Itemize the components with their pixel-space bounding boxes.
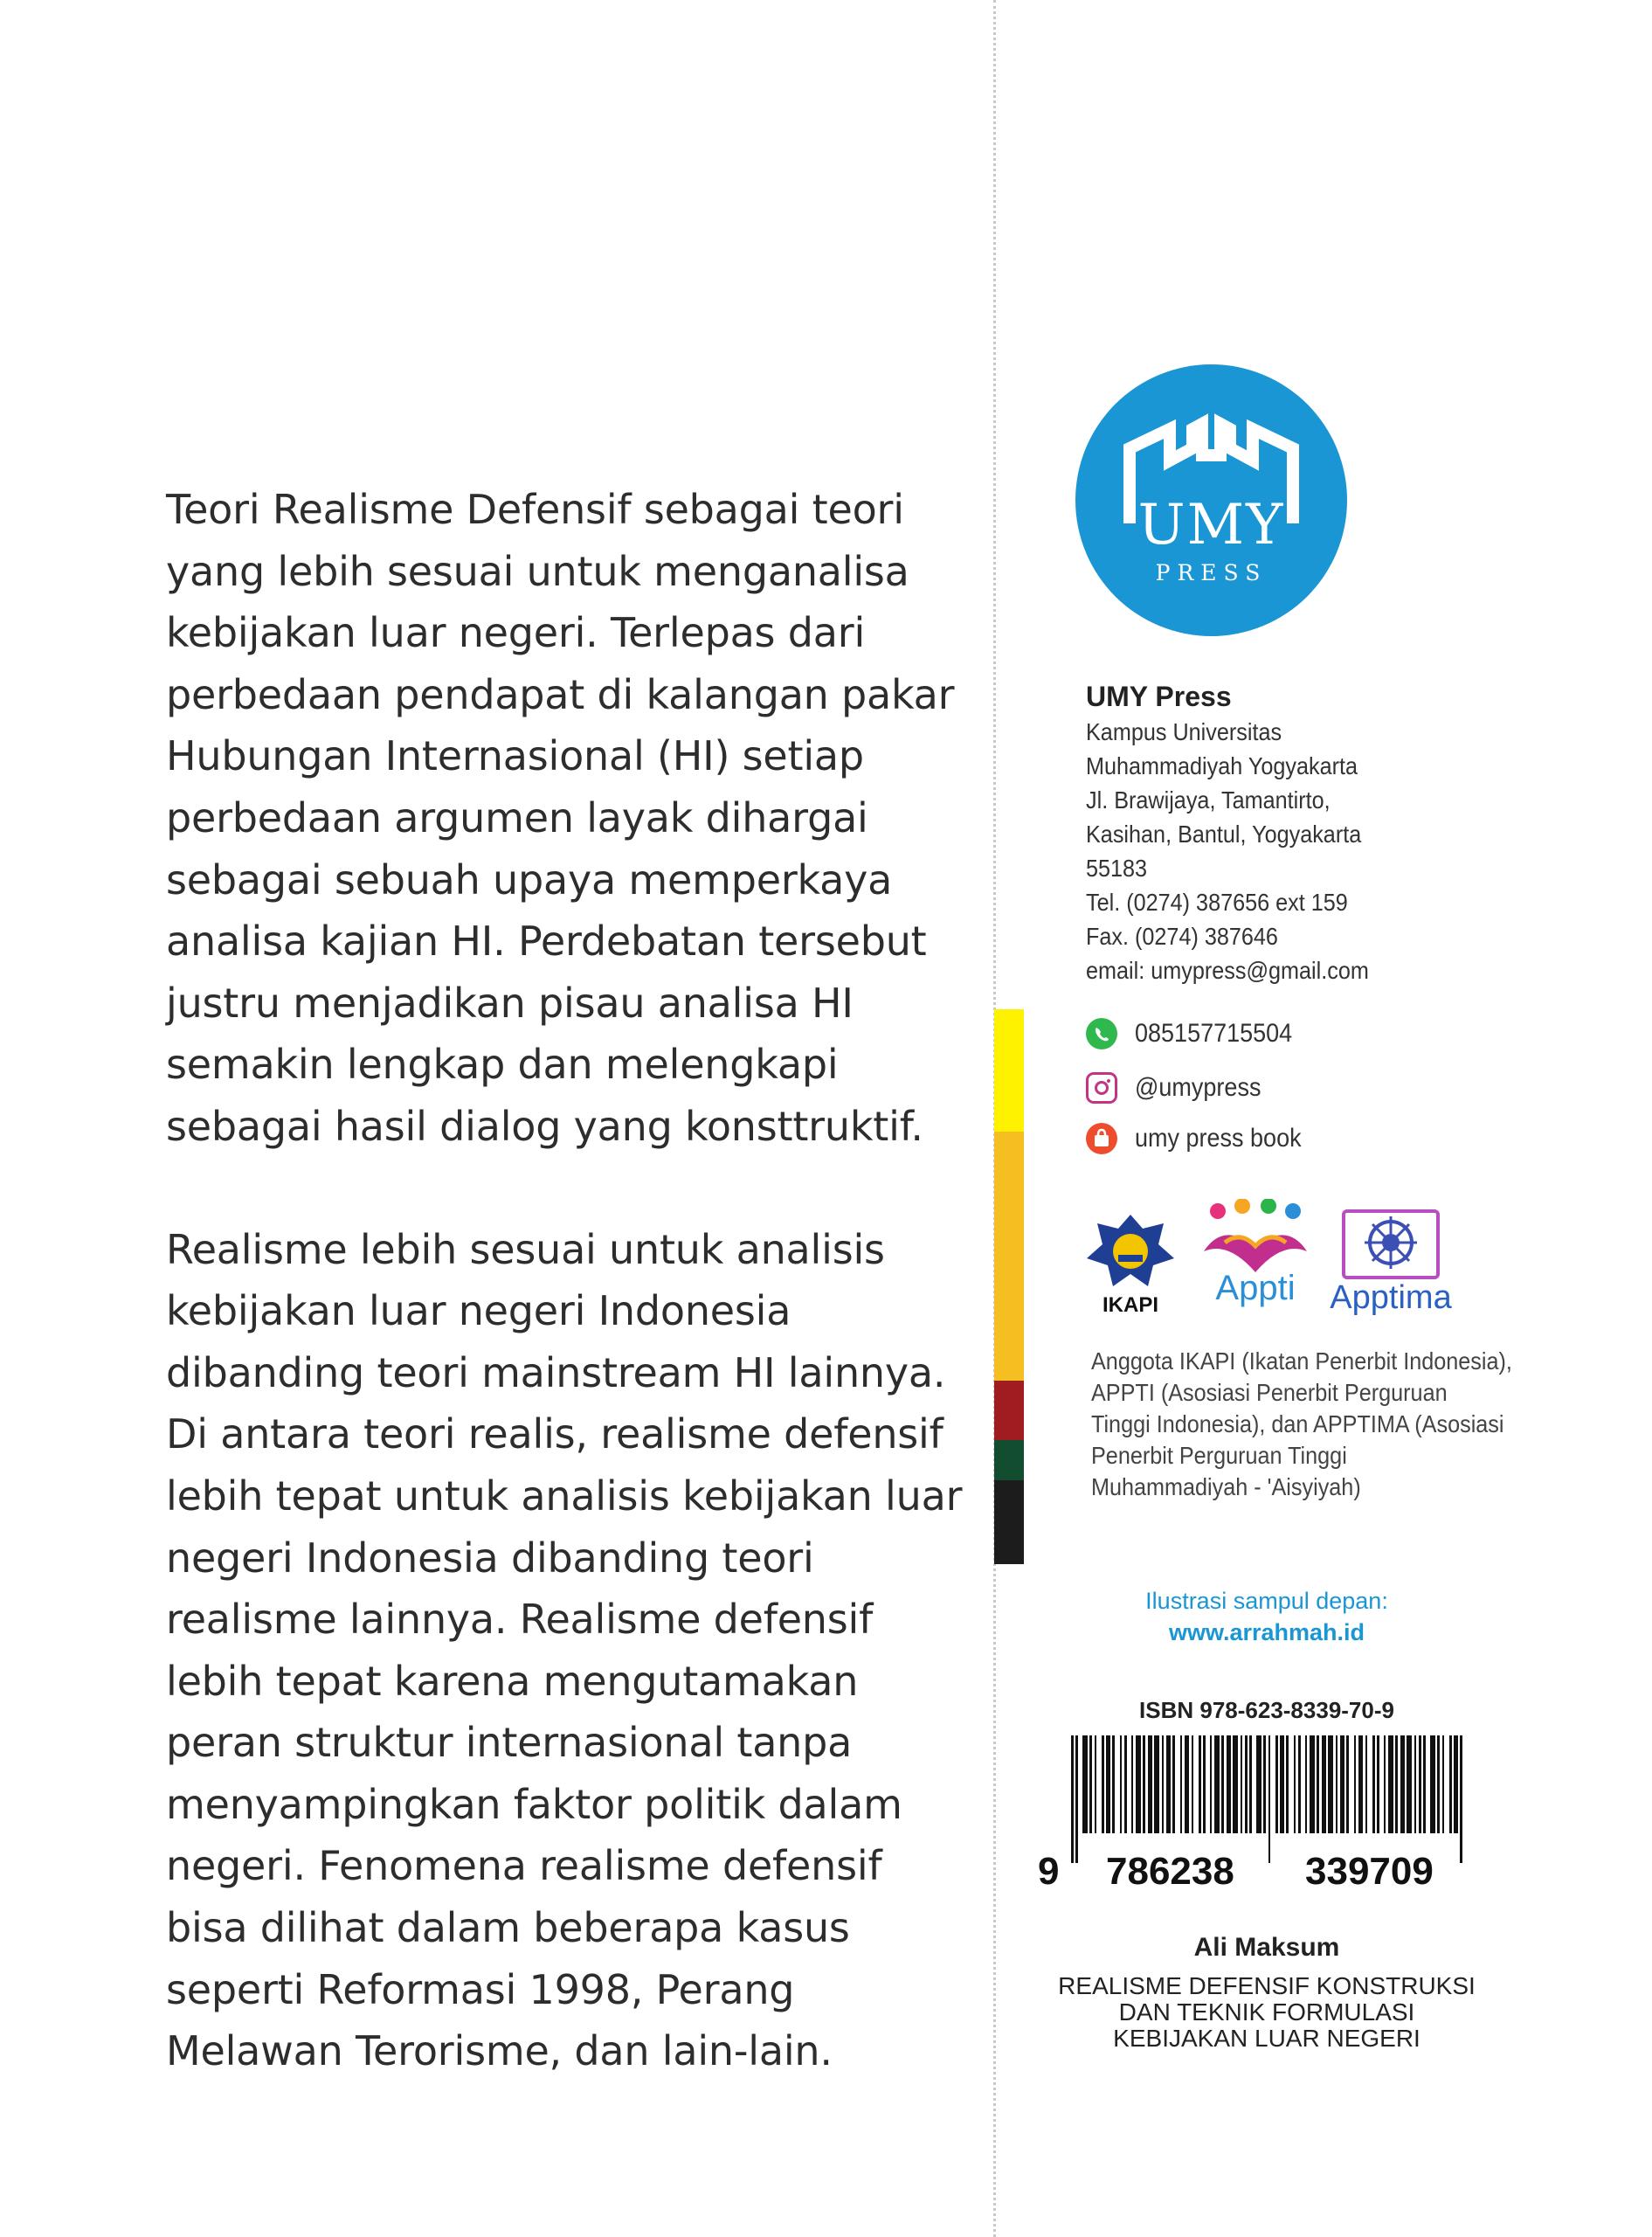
barcode-bar (1102, 1735, 1104, 1833)
barcode-bar (1249, 1735, 1252, 1833)
barcode-bar (1233, 1735, 1238, 1833)
barcode-bar (1192, 1735, 1193, 1833)
barcode-bar (1106, 1735, 1110, 1833)
barcode-bar (1430, 1735, 1435, 1833)
blurb-line: analisa kajian HI. Perdebatan tersebut (166, 918, 927, 966)
barcode-bar (1180, 1735, 1182, 1833)
barcode-bar (1148, 1735, 1152, 1833)
barcode-bar (1095, 1735, 1096, 1833)
color-bar-yellow (994, 1009, 1024, 1132)
association-text-line: APPTI (Asosiasi Penerbit Perguruan (1091, 1379, 1448, 1406)
barcode-bar (1124, 1735, 1127, 1833)
blurb-line: Di antara teori realis, realisme defensif (166, 1410, 944, 1458)
barcode-bar (1449, 1735, 1452, 1833)
barcode-bar (1384, 1735, 1386, 1833)
publisher-address-line: Muhammadiyah Yogyakarta (1086, 752, 1358, 779)
barcode-bar (1400, 1735, 1405, 1833)
whatsapp-icon (1086, 1018, 1117, 1049)
barcode-bar (1143, 1735, 1145, 1833)
apptima-emblem-icon (1330, 1204, 1452, 1281)
blurb-line: semakin lengkap dan melengkapi (166, 1041, 839, 1089)
isbn-barcode (1036, 1735, 1478, 1863)
contact-instagram (1086, 1072, 1275, 1104)
blurb-line: sebagai sebuah upaya memperkaya (166, 855, 893, 904)
barcode-bar (1310, 1735, 1315, 1833)
barcode-bar (1388, 1735, 1393, 1833)
instagram-handle: @umypress (1135, 1073, 1261, 1102)
association-text-line: Penerbit Perguruan Tinggi (1091, 1442, 1347, 1469)
barcode-digit-first: 9 (1038, 1850, 1060, 1893)
publisher-address-line: 55183 (1086, 855, 1148, 882)
apptima-label: Apptima (1330, 1279, 1452, 1316)
blurb-line: bisa dilihat dalam beberapa kasus (166, 1904, 850, 1952)
blurb-line: menyampingkan faktor politik dalam (166, 1780, 902, 1828)
isbn-label: ISBN 978-623-8339-70-9 (1139, 1697, 1394, 1723)
appti-label: Appti (1215, 1269, 1296, 1307)
blurb-line: lebih tepat untuk analisis kebijakan luar (166, 1472, 963, 1520)
barcode-bar (1460, 1735, 1462, 1863)
color-bar-black (994, 1480, 1024, 1564)
illustration-site: www.arrahmah.id (1168, 1619, 1365, 1645)
whatsapp-number: 085157715504 (1135, 1019, 1293, 1048)
association-text-line: Anggota IKAPI (Ikatan Penerbit Indonesia), (1091, 1347, 1512, 1375)
barcode-bar (1221, 1735, 1224, 1833)
blurb-line: sebagai hasil dialog yang konsttruktif. (166, 1102, 923, 1150)
barcode-bar (1419, 1735, 1421, 1833)
contact-whatsapp (1086, 1018, 1310, 1049)
book-title-line: DAN TEKNIK FORMULASI (1118, 1998, 1415, 2026)
book-title (1040, 1973, 1494, 2052)
blurb-line: Teori Realisme Defensif sebagai teori (166, 486, 904, 533)
barcode-bar (1395, 1735, 1398, 1833)
blurb-line: Hubungan Internasional (HI) setiap (166, 732, 864, 780)
shopee-icon (1086, 1123, 1117, 1154)
barcode-bar (1275, 1735, 1278, 1833)
blurb-paragraph-1 (166, 479, 970, 1158)
blurb-line: yang lebih sesuai untuk menganalisa (166, 547, 909, 595)
blurb-line: lebih tepat karena mengutamakan (166, 1657, 859, 1705)
barcode-bar (1131, 1735, 1133, 1833)
barcode-bar (1442, 1735, 1444, 1833)
blurb-line: perbedaan pendapat di kalangan pakar (166, 670, 955, 718)
book-author: Ali Maksum (1193, 1933, 1340, 1962)
blurb-line: seperti Reformasi 1998, Perang (166, 1965, 795, 2013)
barcode-bar (1112, 1735, 1115, 1833)
barcode-bar (1089, 1735, 1092, 1833)
association-text-line: Muhammadiyah - 'Aisyiyah) (1091, 1473, 1361, 1500)
blurb-line: peran struktur internasional tanpa (166, 1719, 853, 1767)
barcode-bar (1286, 1735, 1289, 1833)
barcode-bar (1358, 1735, 1363, 1833)
publisher-address (1086, 715, 1575, 987)
barcode-bar (1414, 1735, 1416, 1833)
barcode-digits-left: 786238 (1106, 1850, 1234, 1893)
barcode-bar (1214, 1735, 1220, 1833)
color-bar-red (994, 1381, 1024, 1440)
barcode-bar (1172, 1735, 1175, 1833)
illustration-label: Ilustrasi sampul depan: (1145, 1588, 1388, 1614)
barcode-bar (1280, 1735, 1284, 1833)
barcode-bar (1437, 1735, 1440, 1833)
apptima-logo (1330, 1204, 1452, 1323)
appti-emblem-icon (1199, 1199, 1312, 1274)
shop-name: umy press book (1135, 1124, 1302, 1153)
barcode-bar (1082, 1735, 1088, 1833)
ikapi-label: IKAPI (1102, 1293, 1158, 1317)
barcode-bar (1120, 1735, 1122, 1833)
ikapi-logo (1083, 1211, 1178, 1320)
barcode-bar (1075, 1735, 1078, 1863)
blurb-line: Melawan Terorisme, dan lain-lain. (166, 2027, 833, 2075)
blurb-line: realisme lainnya. Realisme defensif (166, 1596, 874, 1644)
barcode-bar (1210, 1735, 1212, 1833)
barcode-bar (1203, 1735, 1206, 1833)
publisher-address-line: Kampus Universitas (1086, 718, 1282, 745)
logo-brand-text: UMY (1137, 493, 1285, 558)
back-cover-blurb (166, 479, 970, 2082)
barcode-bar (1268, 1735, 1270, 1863)
barcode-bar (1294, 1735, 1296, 1833)
blurb-line: negeri. Fenomena realisme defensif (166, 1842, 882, 1890)
barcode-bar (1241, 1735, 1242, 1833)
barcode-bar (1136, 1735, 1141, 1833)
barcode-bar (1328, 1735, 1333, 1833)
barcode-bar (1185, 1735, 1189, 1833)
publisher-address-line: Kasihan, Bantul, Yogyakarta (1086, 821, 1362, 848)
barcode-bar (1245, 1735, 1248, 1833)
blurb-line: kebijakan luar negeri Indonesia (166, 1287, 791, 1335)
barcode-bar (1354, 1735, 1356, 1833)
blurb-line: kebijakan luar negeri. Terlepas dari (166, 609, 866, 657)
barcode-bar (1166, 1735, 1171, 1833)
barcode-bar (1454, 1735, 1458, 1833)
publisher-address-line: Jl. Brawijaya, Tamantirto, (1086, 786, 1331, 814)
barcode-bar (1154, 1735, 1159, 1833)
barcode-bar (1340, 1735, 1344, 1833)
association-membership-text (1091, 1346, 1563, 1503)
blurb-line: Realisme lebih sesuai untuk analisis (166, 1225, 885, 1273)
barcode-bar (1336, 1735, 1337, 1833)
contact-shop (1086, 1123, 1320, 1154)
barcode-bar (1317, 1735, 1319, 1833)
publisher-info (1086, 678, 1575, 987)
barcode-bar (1227, 1735, 1231, 1833)
blurb-line: perbedaan argumen layak dihargai (166, 793, 868, 841)
barcode-bar (1263, 1735, 1266, 1833)
logo-sub-text: PRESS (1155, 560, 1268, 585)
barcode-bar (1346, 1735, 1349, 1833)
color-bar-gold (994, 1132, 1024, 1381)
color-bar-green (994, 1440, 1024, 1480)
publisher-address-line: Tel. (0274) 387656 ext 159 (1086, 889, 1348, 916)
barcode-bar (1162, 1735, 1164, 1833)
barcode-bar (1372, 1735, 1375, 1833)
blurb-line: dibanding teori mainstream HI lainnya. (166, 1348, 946, 1396)
barcode-bar (1256, 1735, 1261, 1833)
book-title-line: REALISME DEFENSIF KONSTRUKSI (1058, 1972, 1476, 1999)
publisher-name: UMY Press (1086, 681, 1232, 712)
barcode-bar (1298, 1735, 1301, 1833)
instagram-icon (1086, 1072, 1117, 1104)
blurb-line: negeri Indonesia dibanding teori (166, 1534, 814, 1582)
barcode-bar (1423, 1735, 1426, 1833)
ikapi-emblem-icon (1083, 1211, 1178, 1295)
publisher-address-line: Fax. (0274) 387646 (1086, 923, 1278, 950)
association-text-line: Tinggi Indonesia), dan APPTIMA (Asosiasi (1091, 1410, 1504, 1437)
appti-logo (1199, 1199, 1312, 1319)
barcode-bar (1377, 1735, 1379, 1833)
barcode-bar (1365, 1735, 1367, 1833)
publisher-address-line: email: umypress@gmail.com (1086, 957, 1369, 984)
barcode-bar (1199, 1735, 1201, 1833)
barcode-bar (1322, 1735, 1326, 1833)
umy-press-logo (1075, 364, 1347, 636)
blurb-line: justru menjadikan pisau analisa HI (166, 979, 854, 1027)
blurb-paragraph-2 (166, 1219, 970, 2082)
barcode-bar (1071, 1735, 1074, 1863)
barcode-bar (1407, 1735, 1412, 1833)
barcode-digits-right: 339709 (1305, 1850, 1434, 1893)
book-title-line: KEBIJAKAN LUAR NEGERI (1113, 2025, 1420, 2052)
barcode-bar (1305, 1735, 1307, 1833)
cover-illustration-credit (1127, 1585, 1407, 1648)
